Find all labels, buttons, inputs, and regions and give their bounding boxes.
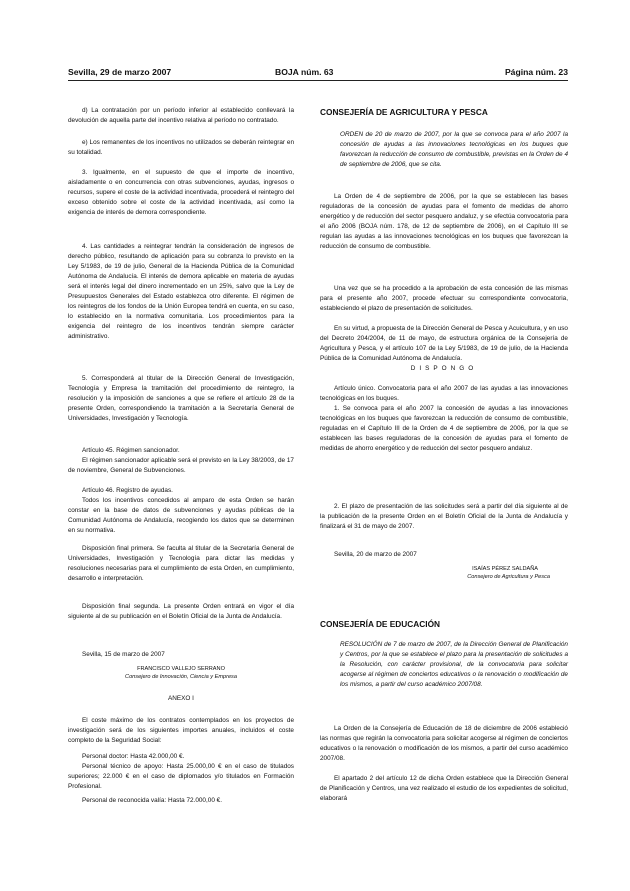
signer-name: ISAÍAS PÉREZ SALDAÑA (472, 566, 538, 572)
paragraph: Una vez que se ha procedido a la aprobación de esta concesión de las mismas para el presente año 2007, procede efectuar su correspondiente convocatoria, estableciendo el plazo de presentación de solicitudes. (320, 285, 568, 312)
paragraph: El régimen sancionador aplicable será el previsto en la Ley 38/2003, de 17 de noviembre, General de Subvenciones. (68, 457, 294, 474)
signer-name: FRANCISCO VALLEJO SERRANO (137, 666, 225, 672)
paragraph: Artículo único. Convocatoria para el año 2007 de las ayudas a las innovaciones tecnológicas en los buques. (320, 385, 568, 402)
signature-date: Sevilla, 15 de marzo de 2007 (82, 651, 165, 658)
paragraph: 5. Corresponderá al titular de la Dirección General de Investigación, Tecnología y Empresa la tramitación del procedimiento de reintegro, la resolución y la imposición de sanciones a que se refiere el artículo 28 de la presente Orden, correspondiendo la tramitación a la Secretaría General de Universidades, Investigación y Tecnología. (68, 375, 294, 422)
signer-role: Consejero de Agricultura y Pesca (467, 574, 550, 580)
cost-item: Personal de reconocida valía: Hasta 72.000,00 €. (82, 797, 222, 804)
paragraph: Disposición final primera. Se faculta al titular de la Secretaría General de Universidades, Investigación y Tecnología para dictar las medidas y resoluciones necesarias para el cumplimiento de esta Orden, en cumplimiento, desarrollo e interpretación. (68, 545, 294, 582)
paragraph: El coste máximo de los contratos contemplados en los proyectos de investigación será de los siguientes importes anuales, incluidos el coste completo de la Seguridad Social: (68, 717, 294, 744)
header-journal: BOJA núm. 63 (275, 67, 334, 77)
paragraph: Todos los incentivos concedidos al amparo de esta Orden se harán constar en la base de datos de subvenciones y ayudas públicas de la Comunidad Autónoma de Andalucía, recogiendo los datos que se determinen en su normativa. (68, 497, 294, 534)
signer-role: Consejero de Innovación, Ciencia y Empresa (125, 674, 237, 680)
header-rule (68, 80, 568, 81)
paragraph: 4. Las cantidades a reintegrar tendrán la consideración de ingresos de derecho público, resultando de aplicación para su cobranza lo previsto en la Ley 5/1983, de 19 de julio, General de la Hacienda Pública de la Comunidad Autónoma de Andalucía. El interés de demora aplicable en materia de ayudas será el interés legal del dinero incrementado en un 25%, salvo que la Ley de Presupuestos Generales del Estado establezca otro diferente. El régimen de los reintegros de los fondos de la Unión Europea tendrá en cuenta, en su caso, lo establecido en la normativa comunitaria. Los procedimientos para la exigencia del reintegro de los incentivos tendrán siempre carácter administrativo. (68, 243, 294, 340)
page-header (68, 67, 568, 81)
header-date: Sevilla, 29 de marzo 2007 (68, 67, 172, 77)
cost-item: Personal doctor: Hasta 42.000,00 €. (82, 753, 185, 760)
article-title: Artículo 45. Régimen sancionador. (82, 447, 180, 454)
paragraph: 1. Se convoca para el año 2007 la concesión de ayudas a las innovaciones tecnológicas en los buques que favorezcan la reducción de consumo de combustible, reguladas en el Capítulo III de la Orden de 4 de septiembre de 2006, por la que se establecen las bases reguladoras de la concesión de ayudas para el fomento de medidas de ahorro energético y de reducción del sector pesquero andaluz. (320, 405, 568, 452)
paragraph: 3. Igualmente, en el supuesto de que el importe de incentivo, aisladamente o en concurrencia con otras subvenciones, ayudas, ingresos o recursos, supere el coste de la actividad incentivada, procederá el reintegro del exceso obtenido sobre el coste de la actividad incentivada, así como la exigencia de interés de demora correspondiente. (68, 169, 294, 216)
section-heading: CONSEJERÍA DE AGRICULTURA Y PESCA (320, 107, 488, 117)
paragraph: d) La contratación por un período inferior al establecido conllevará la devolución de aquella parte del incentivo relativa al período no contratado. (68, 107, 294, 124)
paragraph: El apartado 2 del artículo 12 de dicha Orden establece que la Dirección General de Planificación y Centros, una vez realizado el estudio de los expedientes de solicitud, elaborará (320, 775, 568, 802)
paragraph: e) Los remanentes de los incentivos no utilizados se deberán reintegrar en su totalidad. (68, 139, 294, 156)
order-title: RESOLUCIÓN de 7 de marzo de 2007, de la Dirección General de Planificación y Centros, por la que se establece el plazo para la presentación de solicitudes a la Resolución, con carácter provisional, de la convocatoria para solicitar acogerse al régimen de conciertos educativos o la renovación o modificación de los mismos, a partir del curso académico 2007/08. (340, 641, 568, 688)
section-heading: CONSEJERÍA DE EDUCACIÓN (320, 619, 441, 629)
cost-item: Personal técnico de apoyo: Hasta 25.000,00 € en el caso de titulados superiores; 22.000 € en el caso de diplomados y/o titulados en Formación Profesional. (68, 763, 294, 790)
paragraph: 2. El plazo de presentación de las solicitudes será a partir del día siguiente al de la publicación de la presente Orden en el Boletín Oficial de la Junta de Andalucía y finalizará el 31 de mayo de 2007. (320, 503, 568, 530)
signature-date: Sevilla, 20 de marzo de 2007 (334, 551, 417, 558)
order-title: ORDEN de 20 de marzo de 2007, por la que se convoca para el año 2007 la concesión de ayudas a las innovaciones tecnológicas en los buques que favorezcan la reducción de consumo de combustible, previstas en la Orden de 4 de septiembre de 2006, que se cita. (340, 131, 568, 168)
paragraph: La Orden de la Consejería de Educación de 18 de diciembre de 2006 estableció las normas que regirán la convocatoria para solicitar acogerse al régimen de conciertos educativos o la renovación o modificación de los mismos, a partir del curso académico 2007/08. (320, 725, 568, 762)
header-page-number: Página núm. 23 (504, 67, 568, 77)
paragraph: En su virtud, a propuesta de la Dirección General de Pesca y Acuicultura, y en uso del Decreto 204/2004, de 11 de mayo, de estructura orgánica de la Consejería de Agricultura y Pesca, y el artículo 107 de la Ley 5/1983, de 19 de julio, de la Hacienda Pública de la Comunidad Autónoma de Andalucía. (320, 325, 568, 362)
annex-title: ANEXO I (168, 695, 194, 702)
paragraph: La Orden de 4 de septiembre de 2006, por la que se establecen las bases reguladoras de la concesión de ayudas para el fomento de medidas de ahorro energético y de reducción del sector pesquero andaluz, y se efectúa convocatoria para el año 2006 (BOJA núm. 178, de 12 de septiembre de 2006), en el Capítulo III se regulan las ayudas a las innovaciones tecnológicas en los buques que favorezcan la reducción de consumo de combustible. (320, 193, 568, 250)
paragraph: Disposición final segunda. La presente Orden entrará en vigor el día siguiente al de su publicación en el Boletín Oficial de la Junta de Andalucía. (68, 603, 294, 620)
article-title: Artículo 46. Registro de ayudas. (82, 487, 173, 494)
dispongo-heading: DISPONGO (410, 365, 478, 372)
